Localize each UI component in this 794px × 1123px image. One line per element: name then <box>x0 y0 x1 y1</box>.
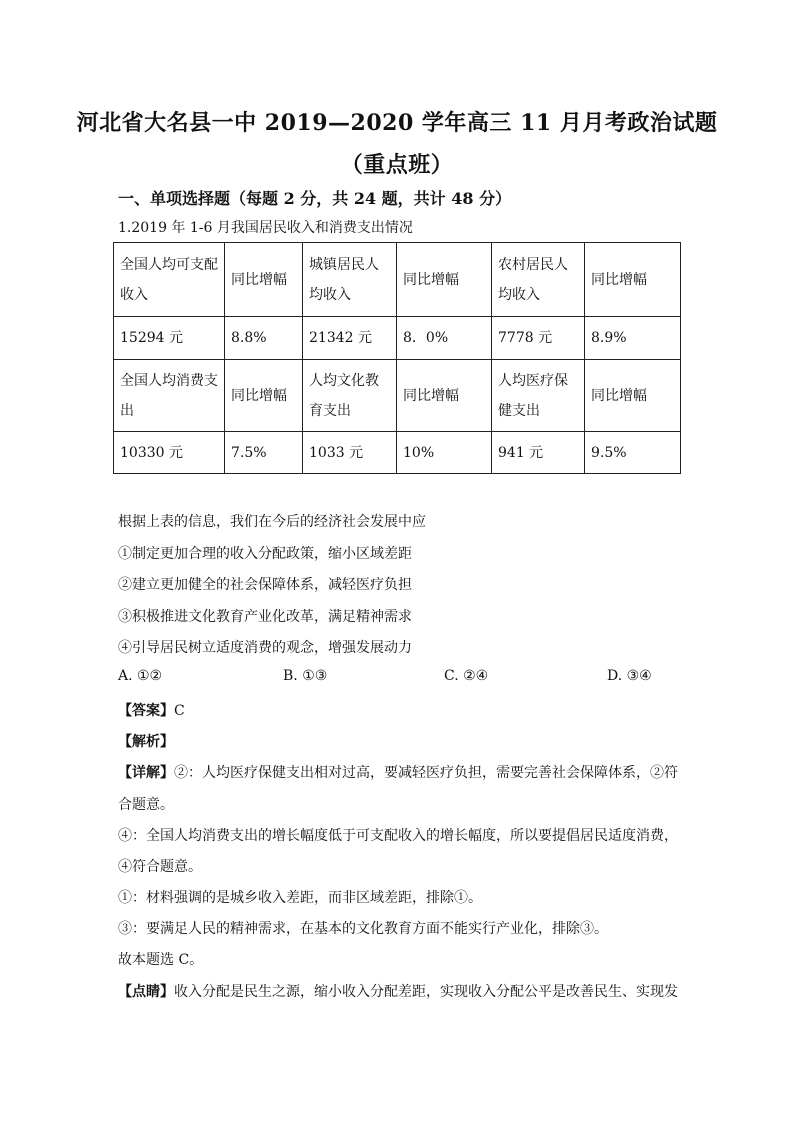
detail-label: 【详解】 <box>118 765 174 781</box>
table-cell: 8.9% <box>585 317 681 360</box>
table-cell: 全国人均消费支出 <box>114 360 225 432</box>
table-cell: 全国人均可支配收入 <box>114 243 225 317</box>
option-b: B. ①③ <box>283 668 328 684</box>
tip-label: 【点睛】 <box>118 984 174 1000</box>
table-cell: 21342 元 <box>303 317 397 360</box>
detail-line: 合题意。 <box>118 797 174 813</box>
table-cell: 同比增幅 <box>585 243 681 317</box>
table-cell: 8.8% <box>225 317 303 360</box>
table-cell: 同比增幅 <box>397 243 492 317</box>
table-cell: 15294 元 <box>114 317 225 360</box>
page-subtitle: （重点班） <box>340 152 454 178</box>
table-row <box>114 243 681 317</box>
answer-line <box>118 700 185 720</box>
detail-line: ④符合题意。 <box>118 859 202 875</box>
table-cell: 同比增幅 <box>585 360 681 432</box>
question-title: 1.2019 年 1-6 月我国居民收入和消费支出情况 <box>118 220 413 236</box>
table-cell: 城镇居民人均收入 <box>303 243 397 317</box>
table-cell: 同比增幅 <box>225 360 303 432</box>
table-cell: 同比增幅 <box>225 243 303 317</box>
table-cell: 9.5% <box>585 432 681 474</box>
answer-value: C <box>174 703 185 719</box>
analysis-label: 【解析】 <box>118 734 174 750</box>
table-cell: 农村居民人均收入 <box>492 243 585 317</box>
option-d: D. ③④ <box>607 668 652 684</box>
statement-item: ①制定更加合理的收入分配政策，缩小区域差距 <box>118 546 412 562</box>
table-cell: 10330 元 <box>114 432 225 474</box>
table-cell: 10% <box>397 432 492 474</box>
table-cell: 941 元 <box>492 432 585 474</box>
income-table <box>113 242 681 474</box>
table-row <box>114 360 681 432</box>
answer-label: 【答案】 <box>118 703 174 719</box>
statement-item: ④引导居民树立适度消费的观念，增强发展动力 <box>118 640 412 656</box>
question-stem: 根据上表的信息，我们在今后的经济社会发展中应 <box>118 514 426 530</box>
option-a: A. ①② <box>118 668 163 684</box>
table-cell: 人均医疗保健支出 <box>492 360 585 432</box>
table-cell: 人均文化教育支出 <box>303 360 397 432</box>
tip-text: 收入分配是民生之源，缩小收入分配差距，实现收入分配公平是改善民生、实现发 <box>174 984 678 1000</box>
detail-line: ④：全国人均消费支出的增长幅度低于可支配收入的增长幅度，所以要提倡居民适度消费， <box>118 828 678 844</box>
table-cell: 7778 元 <box>492 317 585 360</box>
detail-line: ①：材料强调的是城乡收入差距，而非区域差距，排除①。 <box>118 890 482 906</box>
tip-line <box>118 981 678 1001</box>
table-row <box>114 317 681 360</box>
page-title: 河北省大名县一中 2019—2020 学年高三 11 月月考政治试题 <box>76 110 718 136</box>
table-row <box>114 432 681 474</box>
detail-line: 故本题选 C。 <box>118 952 204 968</box>
table-cell: 1033 元 <box>303 432 397 474</box>
detail-line <box>118 762 678 782</box>
statement-item: ③积极推进文化教育产业化改革，满足精神需求 <box>118 609 412 625</box>
detail-text: ②：人均医疗保健支出相对过高，要减轻医疗负担，需要完善社会保障体系，②符 <box>174 765 678 781</box>
section-heading: 一、单项选择题（每题 2 分，共 24 题，共计 48 分） <box>118 189 512 208</box>
table-cell: 8．0% <box>397 317 492 360</box>
table-cell: 7.5% <box>225 432 303 474</box>
table-cell: 同比增幅 <box>397 360 492 432</box>
statement-item: ②建立更加健全的社会保障体系，减轻医疗负担 <box>118 577 412 593</box>
option-c: C. ②④ <box>444 668 489 684</box>
detail-line: ③：要满足人民的精神需求，在基本的文化教育方面不能实行产业化，排除③。 <box>118 921 608 937</box>
